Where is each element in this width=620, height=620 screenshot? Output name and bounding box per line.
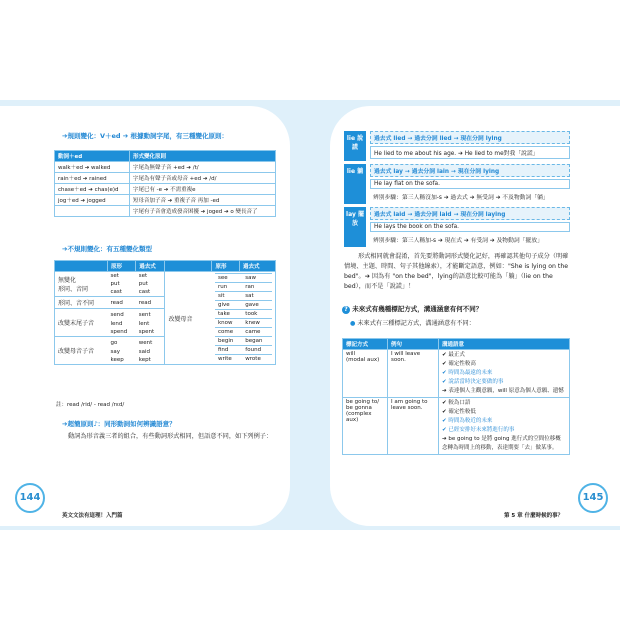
table-cell: went xyxy=(136,337,165,349)
point: ✔ 時間為較近的未來 xyxy=(442,418,493,424)
table-cell: 字尾有子音會造成發音困擾 ➔ joged ➔ o 變長音了 xyxy=(129,206,275,217)
table-cell: keep xyxy=(110,357,124,363)
group-label: 改變母音 xyxy=(165,272,212,365)
col-header: 形式變化原則 xyxy=(129,151,275,162)
table-cell: read xyxy=(136,297,165,309)
lie-row xyxy=(344,164,570,204)
table-cell xyxy=(439,398,570,455)
col-header: 原形 xyxy=(108,261,136,272)
verb-details xyxy=(370,164,570,204)
table-row xyxy=(55,206,276,217)
table-cell: begin xyxy=(215,337,242,346)
table-cell: saw xyxy=(242,274,272,283)
lie-row xyxy=(344,131,570,161)
question-icon: ? xyxy=(342,306,350,314)
col-header: 動詞＋ed xyxy=(55,151,130,162)
table-row xyxy=(343,350,570,398)
table-cell: I will leave soon. xyxy=(388,350,439,398)
table-cell: run xyxy=(215,283,242,292)
group-label: 改變母音子音 xyxy=(55,337,108,365)
question xyxy=(342,304,482,314)
example: 辨別步驟：第三人稱加-s ➔ 現在式 ➔ 有受詞 ➔ 及物動詞「擺放」 xyxy=(373,238,543,244)
table-cell: sit xyxy=(215,292,242,301)
answer-text: 未來式有三種標記方式，溝通涵意有不同： xyxy=(357,320,475,327)
col-header: 溝通語意 xyxy=(439,339,570,350)
table-cell: took xyxy=(242,310,272,319)
section-heading-irregular: ➔不規則變化：有五種變化類型 xyxy=(62,245,152,253)
table-cell: go xyxy=(108,337,136,349)
example: 辨別步驟：第三人稱沒加-s ➔ 過去式 ➔ 無受詞 ➔ 不及物動詞「躺」 xyxy=(373,195,549,201)
table-cell: walk＋ed ➔ walked xyxy=(55,162,130,173)
table-cell: knew xyxy=(242,319,272,328)
point: ✔ 最正式 xyxy=(442,352,465,358)
future-tense-table xyxy=(342,338,570,455)
table-cell xyxy=(439,350,570,398)
table-cell: found xyxy=(242,346,272,355)
table-cell: write xyxy=(215,355,242,364)
table-row xyxy=(55,184,276,195)
example: He lays the book on the sofa. xyxy=(370,222,570,232)
table-cell: set xyxy=(136,272,165,281)
section-heading-regular: ➔規則變化：V＋ed ➔ 根據動詞字尾，有三種變化原則： xyxy=(62,132,229,140)
footer-title: 第 5 章 什麼時候的事？ xyxy=(504,513,564,519)
table-cell: said xyxy=(138,349,150,355)
group-label: 無變化 形同、音同 xyxy=(55,272,108,297)
table-cell: come xyxy=(215,328,242,337)
table-cell: lend xyxy=(110,321,123,327)
table-row xyxy=(215,346,272,355)
section-heading-simple: ➔超簡原則♪：同形動詞如何辨識語意？ xyxy=(62,420,176,428)
verb-tag: lay 擺放 xyxy=(344,207,366,247)
table-cell xyxy=(55,206,130,217)
table-row xyxy=(55,162,276,173)
lie-row xyxy=(344,207,570,247)
table-cell: put xyxy=(110,281,120,287)
table-cell: find xyxy=(215,346,242,355)
table-row xyxy=(55,272,276,281)
table-cell: be going to/ be gonna (complex aux) xyxy=(343,398,388,455)
table-cell: will (modal aux) xyxy=(343,350,388,398)
table-cell: see xyxy=(215,274,242,283)
table-row xyxy=(343,398,570,455)
table-cell: send xyxy=(108,309,136,321)
verb-details xyxy=(370,131,570,161)
table-row xyxy=(215,310,272,319)
col-header: 過去式 xyxy=(136,261,165,272)
table-cell: jog＋ed ➔ jogged xyxy=(55,195,130,206)
example: He lay flat on the sofa. xyxy=(370,179,570,189)
group-label: 形同、音不同 xyxy=(55,297,108,309)
conjugation-label: 過去式 lied → 過去分詞 lied → 現在分詞 lying xyxy=(370,131,570,144)
table-cell: 字尾為無聲子音 +ed ➔ /t/ xyxy=(129,162,275,173)
verb-tag: lie 躺 xyxy=(344,164,366,204)
table-cell: spend xyxy=(110,329,128,335)
table-cell: chase＋ed ➔ chas(e)d xyxy=(55,184,130,195)
point: ✔ 確定性較高 xyxy=(442,361,476,367)
table-row xyxy=(215,283,272,292)
paragraph: 形式相同就會混淆，首先要將動詞形式變化記好，再確認其他句子成分（明確情境、主題、時間、句子其他線索），才能斷定語意，例如："She is lying on the bed"。➔ 因為有 "on the bed"，lying的語意比較可能為「躺」（lie on the bed），而不是「說謊」！ xyxy=(344,253,569,290)
col-header: 過去式 xyxy=(240,261,276,272)
point: ➔ 表達個人主觀意願，will 原意為個人意願、遺憾 xyxy=(442,388,564,394)
table-cell: set xyxy=(108,272,136,281)
table-cell: 字尾為有聲子音或母音 +ed ➔ /d/ xyxy=(129,173,275,184)
question-text: 未來式有幾種標記方式，溝通涵意有何不同？ xyxy=(352,305,483,313)
example: He lied to me about his age. ➔ He lied to me對我「說謊」 xyxy=(370,146,570,159)
conjugation-label: 過去式 laid → 過去分詞 laid → 現在分詞 laying xyxy=(370,207,570,220)
table-row xyxy=(215,319,272,328)
table-row xyxy=(215,337,272,346)
table-row xyxy=(215,328,272,337)
table-row xyxy=(215,301,272,310)
table-cell: cast xyxy=(138,289,151,295)
lie-lay-block xyxy=(344,131,570,250)
table-cell: take xyxy=(215,310,242,319)
point: ✔ 較為口語 xyxy=(442,400,471,406)
table-cell: say xyxy=(110,349,120,355)
table-cell: read xyxy=(108,297,136,309)
note: 註：read /rid/ - read /rɛd/ xyxy=(56,402,125,408)
point: ✔ 說話當時決定要做的事 xyxy=(442,379,504,385)
table-cell: ran xyxy=(242,283,272,292)
point: ✔ 已經安排好未來將進行的事 xyxy=(442,427,515,433)
point: ✔ 時間為最遠的未來 xyxy=(442,370,493,376)
table-row xyxy=(215,292,272,301)
table-cell: 字尾已有 -e ➔ 不需重複e xyxy=(129,184,275,195)
table-cell: spent xyxy=(138,329,155,335)
footer-title: 英文文法有這理！入門篇 xyxy=(62,513,123,519)
paragraph: 動詞為形音義三者的組合，有些動詞形式相同，但語意不同，如下列例子： xyxy=(68,433,273,440)
table-cell: kept xyxy=(138,357,151,363)
table-row xyxy=(215,274,272,283)
point: ✔ 確定性較低 xyxy=(442,409,476,415)
table-cell: give xyxy=(215,301,242,310)
table-cell: wrote xyxy=(242,355,272,364)
right-words xyxy=(212,272,276,365)
table-row xyxy=(55,173,276,184)
page-number: 144 xyxy=(15,483,45,513)
regular-verb-table xyxy=(54,150,276,217)
group-label: 改變末尾子音 xyxy=(55,309,108,337)
col-header: 原形 xyxy=(212,261,240,272)
verb-details xyxy=(370,207,570,247)
table-cell: began xyxy=(242,337,272,346)
table-cell: gave xyxy=(242,301,272,310)
table-cell: came xyxy=(242,328,272,337)
verb-tag: lie 說謊 xyxy=(344,131,366,161)
conjugation-label: 過去式 lay → 過去分詞 lain → 現在分詞 lying xyxy=(370,164,570,177)
table-row xyxy=(55,195,276,206)
table-cell: lent xyxy=(138,321,150,327)
point: ➔ be going to 是將 going 進行式的空間位移概念轉為時間上的移動，表達期要「去」做某事。 xyxy=(442,436,561,451)
table-cell: put xyxy=(138,281,148,287)
table-cell: know xyxy=(215,319,242,328)
page-number: 145 xyxy=(578,483,608,513)
lightbulb-icon: ● xyxy=(350,320,356,327)
irregular-verb-table xyxy=(54,260,276,365)
table-cell: cast xyxy=(110,289,122,295)
table-cell: rain＋ed ➔ rained xyxy=(55,173,130,184)
table-cell: sat xyxy=(242,292,272,301)
table-cell: I am going to leave soon. xyxy=(388,398,439,455)
table-cell: sent xyxy=(136,309,165,321)
table-cell: 短母音加子音 ➔ 重複子音 再加 -ed xyxy=(129,195,275,206)
col-header: 例句 xyxy=(388,339,439,350)
table-row xyxy=(215,355,272,364)
col-header: 標記方式 xyxy=(343,339,388,350)
answer xyxy=(350,318,475,327)
